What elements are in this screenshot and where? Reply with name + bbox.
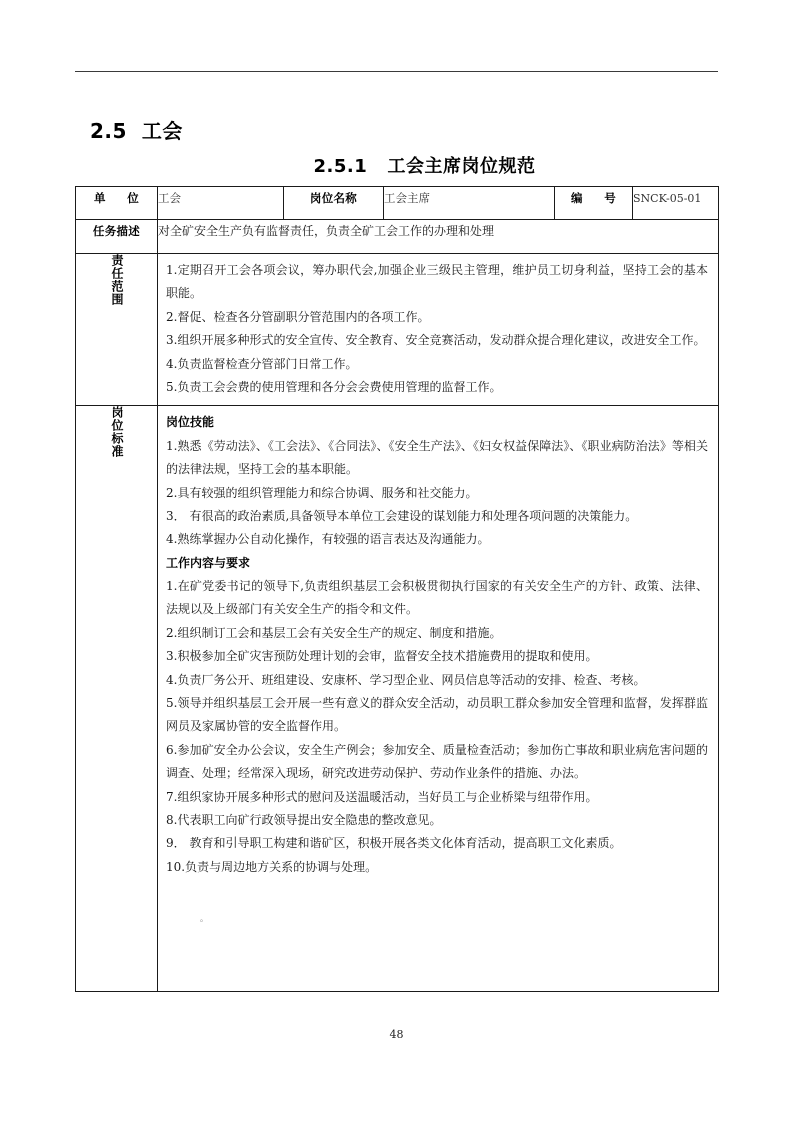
header-rule [75, 71, 718, 72]
page-title: 2.5 工会 [90, 119, 183, 143]
standard-label: 岗位标准 [109, 406, 124, 459]
list-item: 5.负责工会会费的使用管理和各分会会费使用管理的监督工作。 [166, 379, 502, 394]
position-value-cell [384, 187, 555, 220]
table-row-header-info [76, 187, 719, 220]
table-row-job-standard [76, 406, 719, 992]
list-item: 2.督促、检查各分管副职分管范围内的各项工作。 [166, 309, 430, 324]
table-row-task-description [76, 220, 719, 254]
standard-content [158, 406, 718, 991]
list-item: 8.代表职工向矿行政领导提出安全隐患的整改意见。 [166, 812, 442, 827]
trailing-mark: 。 [200, 914, 208, 924]
list-item: 5.领导并组织基层工会开展一些有意义的群众安全活动，动员职工群众参加安全管理和监督，发挥群监网员及家属协管的安全监督作用。 [166, 696, 708, 734]
task-label-cell [76, 220, 158, 254]
list-item: 3.积极参加全矿灾害预防处理计划的会审，监督安全技术措施费用的提取和使用。 [166, 649, 598, 664]
standard-content-cell [158, 406, 719, 992]
scope-content-cell [158, 254, 719, 406]
unit-label-cell [76, 187, 158, 220]
code-value-cell [633, 187, 719, 220]
list-item: 7.组织家协开展多种形式的慰问及送温暖活动，当好员工与企业桥梁与纽带作用。 [166, 789, 598, 804]
skills-heading: 岗位技能 [166, 415, 215, 430]
scope-list [158, 254, 718, 405]
task-label: 任务描述 [92, 224, 141, 238]
table-row-responsibility-scope [76, 254, 719, 406]
position-value: 工会主席 [384, 191, 430, 205]
position-label: 岗位名称 [309, 191, 358, 205]
unit-value-cell [158, 187, 284, 220]
scope-label: 责任范围 [109, 254, 124, 306]
task-value: 对全矿安全生产负有监督责任，负责全矿工会工作的办理和处理 [158, 224, 495, 238]
unit-value: 工会 [158, 191, 181, 205]
list-item: 10.负责与周边地方关系的协调与处理。 [166, 859, 378, 874]
list-item: 3.组织开展多种形式的安全宣传、安全教育、安全竞赛活动，发动群众提合理化建议，改进安全工作。 [166, 333, 706, 348]
list-item: 1.定期召开工会各项会议，筹办职代会,加强企业三级民主管理，维护员工切身利益，坚持工会的基本职能。 [166, 263, 708, 301]
list-item: 1.在矿党委书记的领导下,负责组织基层工会积极贯彻执行国家的有关安全生产的方针、政策、法律、法规以及上级部门有关安全生产的指令和文件。 [166, 579, 708, 617]
list-item: 2.具有较强的组织管理能力和综合协调、服务和社交能力。 [166, 485, 478, 500]
code-label-cell [555, 187, 633, 220]
code-value: SNCK-05-01 [633, 192, 702, 205]
job-specification-table [75, 186, 719, 992]
list-item: 6.参加矿安全办公会议，安全生产例会；参加安全、质量检查活动；参加伤亡事故和职业病危害问题的调查、处理；经常深入现场，研究改进劳动保护、劳动作业条件的措施、办法。 [166, 742, 708, 781]
scope-label-cell [76, 254, 158, 406]
code-label: 编 号 [570, 191, 617, 205]
subsection-title: 2.5.1 工会主席岗位规范 [313, 156, 536, 177]
list-item: 3． 有很高的政治素质,具备领导本单位工会建设的谋划能力和处理各项问题的决策能力。 [166, 508, 638, 523]
list-item: 4.负责监督检查分管部门日常工作。 [166, 356, 358, 371]
position-label-cell [284, 187, 384, 220]
task-value-cell [158, 220, 719, 254]
bottom-spacer [166, 923, 708, 985]
list-item: 4.熟练掌握办公自动化操作，有较强的语言表达及沟通能力。 [166, 532, 490, 547]
list-item: 2.组织制订工会和基层工会有关安全生产的规定、制度和措施。 [166, 625, 502, 640]
duties-heading: 工作内容与要求 [166, 555, 251, 570]
list-item: 4.负责厂务公开、班组建设、安康杯、学习型企业、网员信息等活动的安排、检查、考核。 [166, 672, 646, 687]
list-item: 9． 教育和引导职工构建和谐矿区，积极开展各类文化体育活动，提高职工文化素质。 [166, 836, 622, 851]
unit-label: 单 位 [93, 191, 140, 205]
list-item: 1.熟悉《劳动法》、《工会法》、《合同法》、《安全生产法》、《妇女权益保障法》、《职业病防治法》等相关的法律法规，坚持工会的基本职能。 [166, 438, 708, 477]
standard-label-cell [76, 406, 158, 992]
page-number: 48 [389, 1028, 404, 1041]
